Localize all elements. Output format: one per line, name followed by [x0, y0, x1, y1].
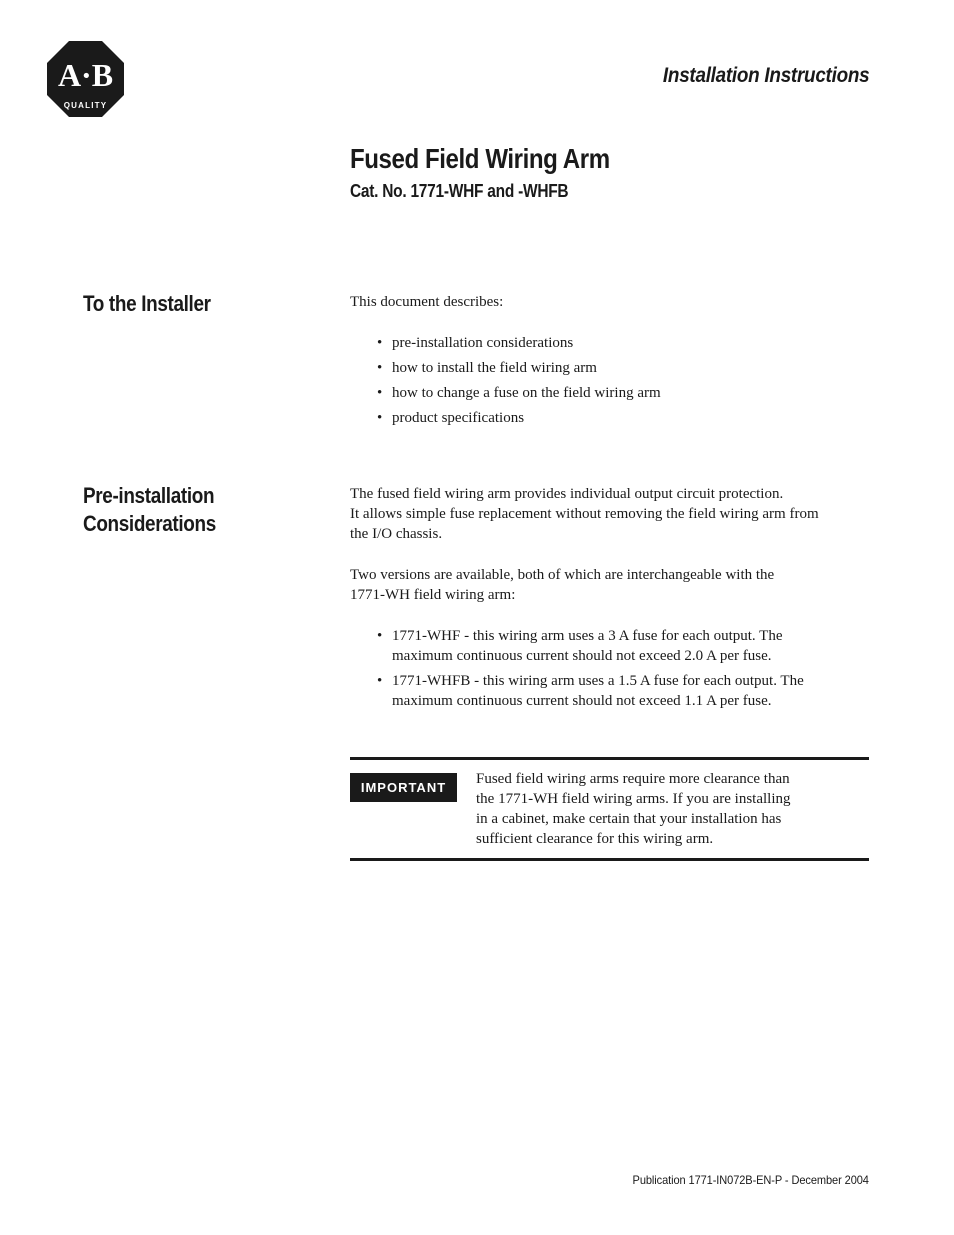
- catalog-number: Cat. No. 1771-WHF and -WHFB: [350, 181, 569, 201]
- list-item: • pre-installation considerations: [376, 333, 856, 353]
- paragraph-line: Two versions are available, both of which are interchangeable with the: [350, 567, 775, 583]
- important-line: the 1771-WH field wiring arms. If you are installing: [476, 791, 791, 807]
- preinstall-bullet-list: [376, 626, 856, 711]
- list-item-line: maximum continuous current should not exceed 2.0 A per fuse.: [392, 648, 772, 664]
- ab-quality-logo: [46, 40, 125, 118]
- list-item: • product specifications: [376, 408, 856, 428]
- list-item-line: • 1771-WHFB - this wiring arm uses a 1.5 A fuse for each output. The: [392, 673, 804, 689]
- preinstall-paragraph-2: [350, 565, 870, 605]
- list-item-line: • 1771-WHF - this wiring arm uses a 3 A fuse for each output. The: [392, 628, 783, 644]
- list-item: [376, 671, 856, 711]
- installer-intro: [350, 292, 870, 312]
- important-badge: IMPORTANT: [350, 773, 457, 802]
- document-type: Installation Instructions: [662, 64, 869, 87]
- list-item-line: maximum continuous current should not exceed 1.1 A per fuse.: [392, 693, 772, 709]
- preinstall-paragraph-1: [350, 484, 870, 544]
- ab-quality-octagon-logo-icon: [46, 40, 125, 118]
- important-notice: [350, 757, 869, 861]
- logo-letters: A·B: [57, 57, 114, 93]
- logo-quality-label: QUALITY: [63, 101, 108, 110]
- installer-intro-text: This document describes:: [350, 294, 504, 310]
- paragraph-line: 1771-WH field wiring arm:: [350, 587, 516, 603]
- installer-bullet-list: [376, 333, 856, 428]
- paragraph-line: the I/O chassis.: [350, 526, 443, 542]
- important-text: [476, 769, 836, 849]
- list-item: • how to change a fuse on the field wiring arm: [376, 383, 856, 403]
- section-heading-preinstall: [83, 482, 216, 538]
- important-line: sufficient clearance for this wiring arm.: [476, 831, 714, 847]
- publication-footer: Publication 1771-IN072B-EN-P - December 2004: [632, 1173, 869, 1187]
- important-line: Fused field wiring arms require more clearance than: [476, 771, 790, 787]
- page-title: Fused Field Wiring Arm: [350, 143, 610, 174]
- important-line: in a cabinet, make certain that your installation has: [476, 811, 782, 827]
- list-item: • how to install the field wiring arm: [376, 358, 856, 378]
- paragraph-line: The fused field wiring arm provides individual output circuit protection.: [350, 486, 784, 502]
- section-heading-line: Pre-installation: [83, 483, 215, 508]
- section-heading-installer: To the Installer: [83, 291, 211, 316]
- list-item: [376, 626, 856, 666]
- paragraph-line: It allows simple fuse replacement without removing the field wiring arm from: [350, 506, 819, 522]
- section-heading-line: Considerations: [83, 511, 216, 536]
